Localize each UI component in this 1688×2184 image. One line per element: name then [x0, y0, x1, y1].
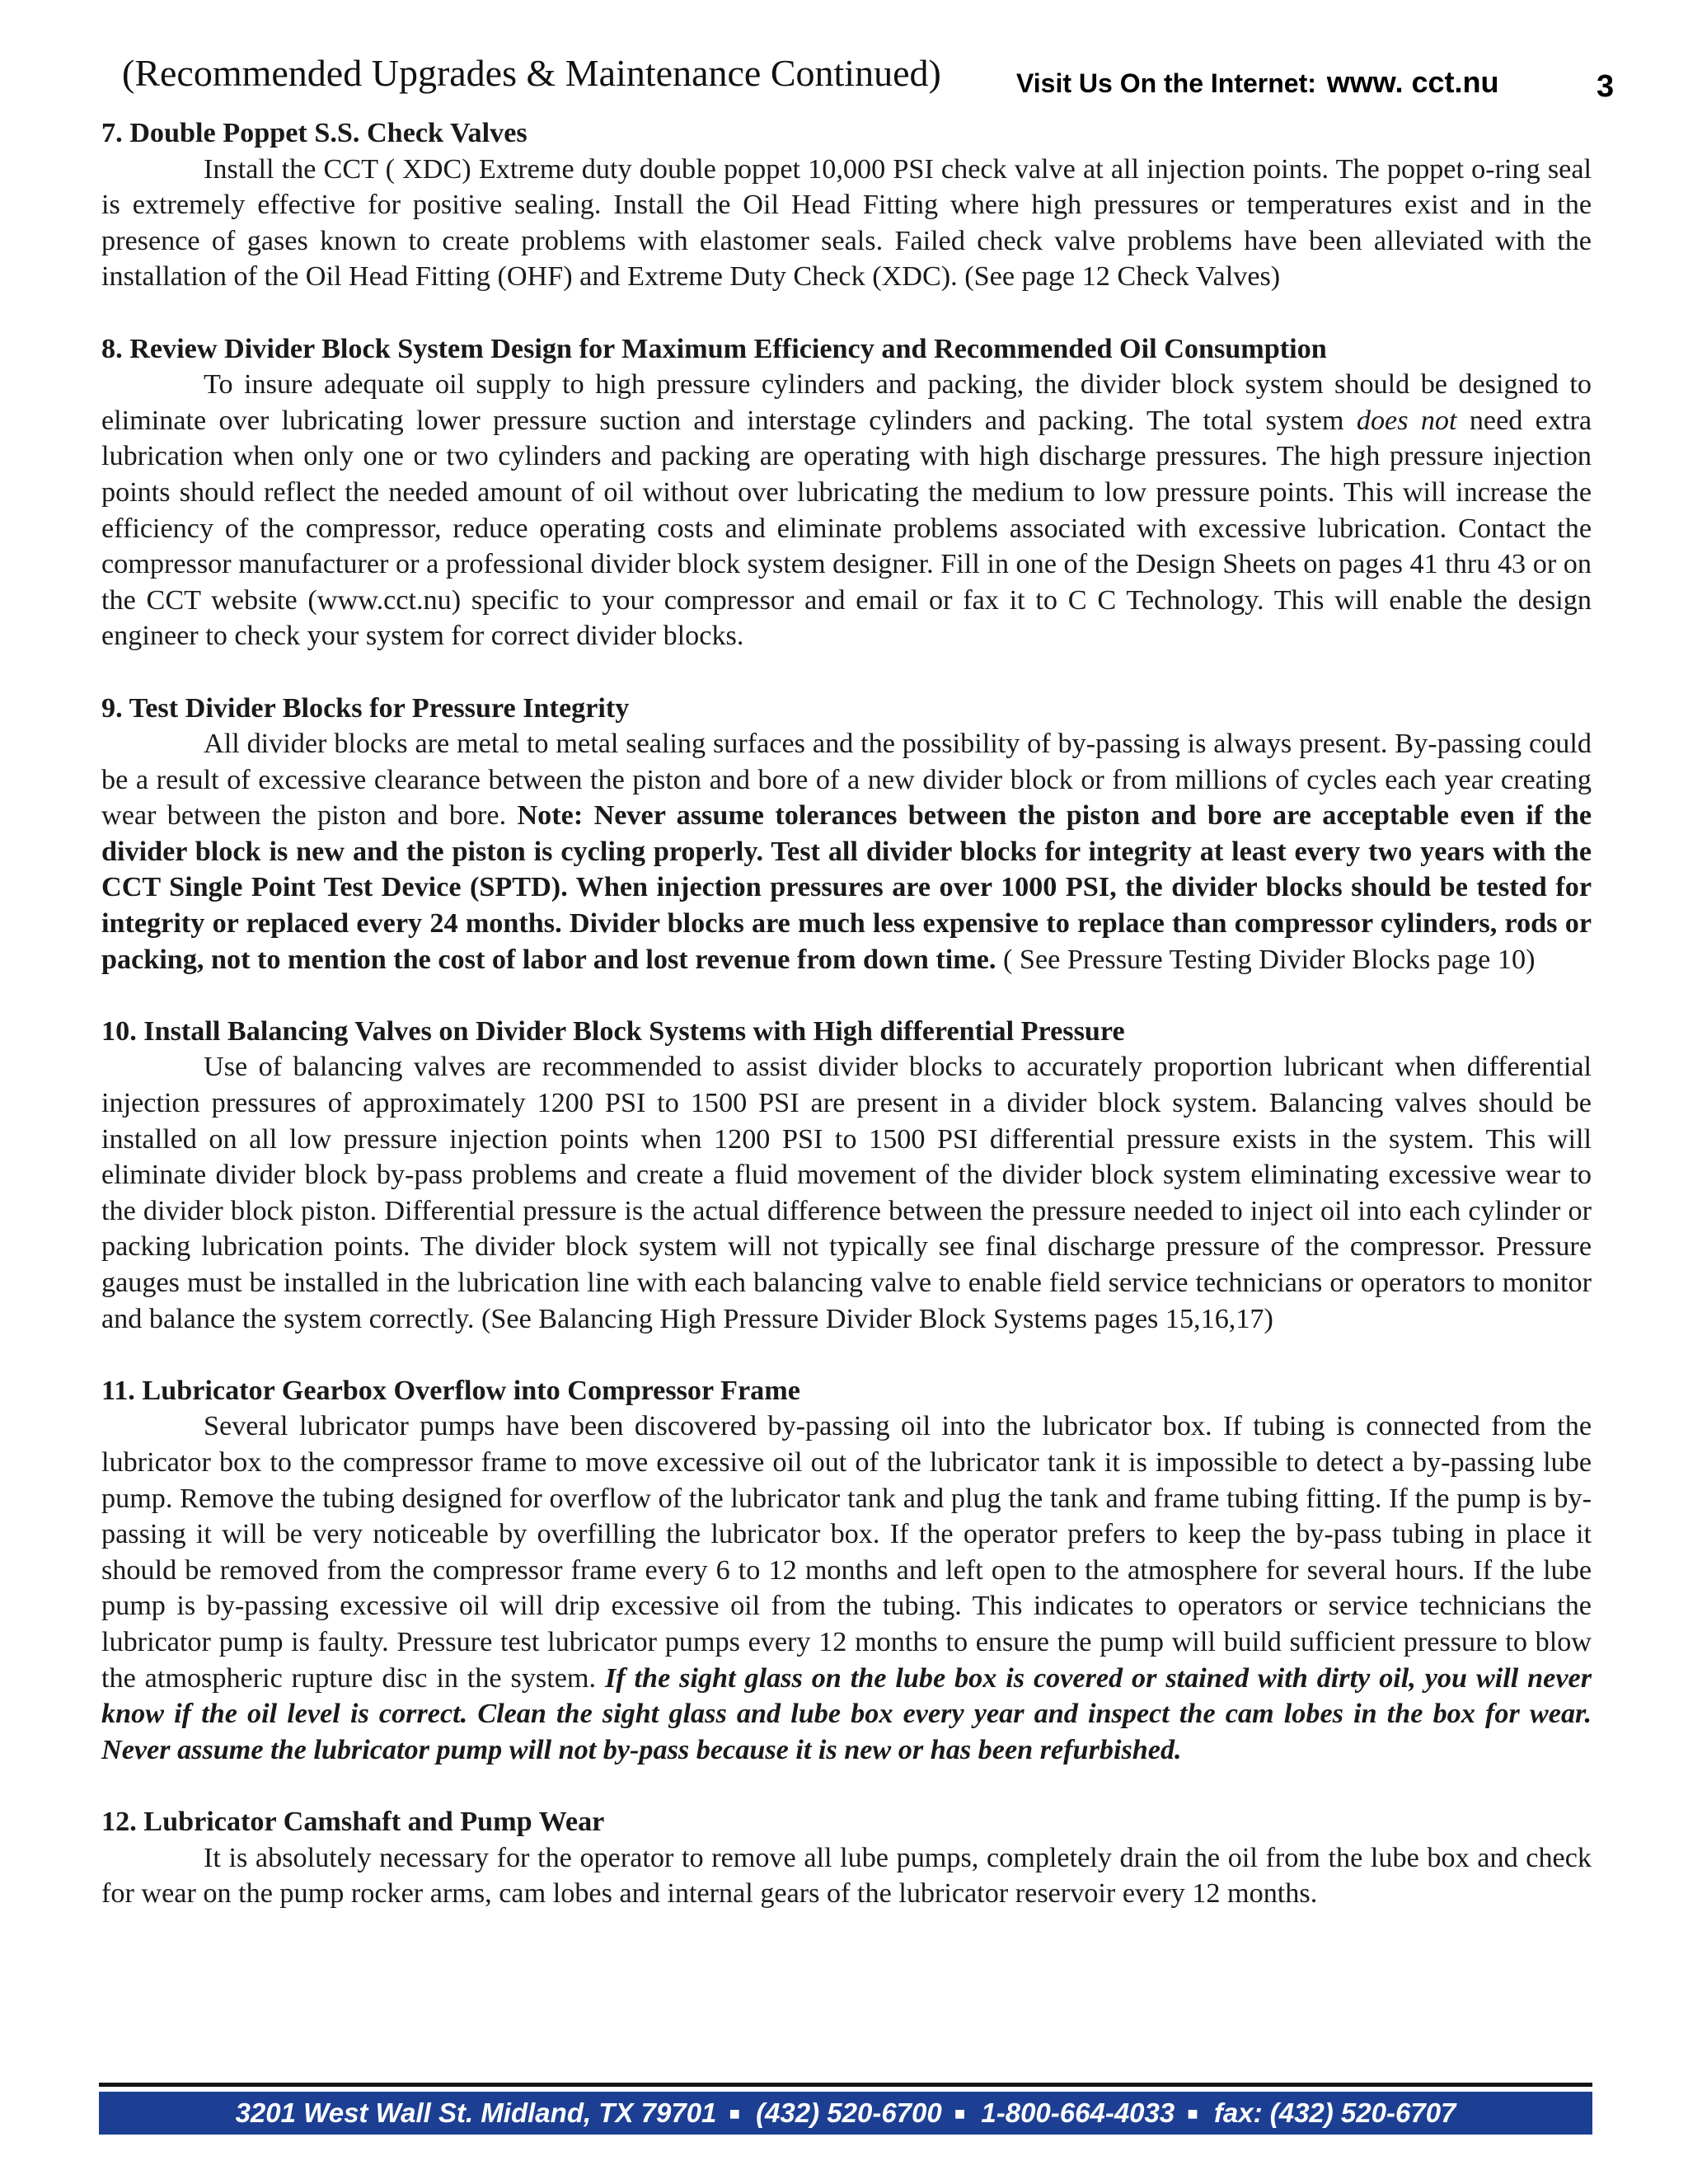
document-body [101, 115, 1592, 1912]
contact-footer [99, 2092, 1592, 2135]
footer-phone: (432) 520-6700 [756, 2097, 942, 2128]
section-heading: 12. Lubricator Camshaft and Pump Wear [101, 1806, 605, 1837]
section-paragraph [101, 1049, 1592, 1337]
section-paragraph [101, 1408, 1592, 1768]
page-header [97, 51, 1617, 101]
note-text: Note: Never assume tolerances between the piston and bore are acceptable even if the divider block is new and the piston is cycling properly. Test all divider blocks for integrity at least every two years with the CCT Single Point Test Device (SPTD). When injection pressures are over 1000 PSI, the divider blocks should be tested for integrity or replaced every 24 months. Divider blocks are much less expensive to replace than compressor cylinders, rods or packing, not to mention the cost of labor and lost revenue from down time. [101, 800, 1592, 975]
section-heading: 9. Test Divider Blocks for Pressure Integrity [101, 692, 630, 724]
warning-text: If the sight glass on the lube box is covered or stained with dirty oil, you will never know if the oil level is correct. Clean the sight glass and lube box every year and inspect the cam lobes in the box for wear. Never assume the lubricator pump will not by-pass because it is new or has been refurbished. [101, 1662, 1592, 1765]
paragraph-text: To insure adequate oil supply to high pressure cylinders and packing, the divider block system should be designed to eliminate over lubricating lower pressure suction and interstage cylinders and packing. The total system [101, 369, 1592, 436]
section-balancing-valves [101, 1014, 1592, 1337]
section-heading: 10. Install Balancing Valves on Divider Block Systems with High differential Pressure [101, 1015, 1125, 1047]
section-heading: 11. Lubricator Gearbox Overflow into Compressor Frame [101, 1375, 800, 1406]
website-notice [1016, 65, 1498, 100]
paragraph-text: All divider blocks are metal to metal sealing surfaces and the possibility of by-passing is always present. By-passing could be a result of excessive clearance between the piston and bore of a new divider block or from millions of cycles each year creating wear between the piston and bore. [101, 729, 1592, 832]
footer-fax: fax: (432) 520-6707 [1213, 2097, 1456, 2128]
section-pressure-integrity [101, 691, 1592, 978]
separator-icon: ■ [1187, 2103, 1198, 2124]
website-label: Visit Us On the Internet: [1016, 68, 1316, 98]
section-divider-block-design [101, 331, 1592, 654]
section-paragraph [101, 152, 1592, 295]
separator-icon: ■ [729, 2103, 740, 2124]
section-heading: 7. Double Poppet S.S. Check Valves [101, 118, 528, 148]
paragraph-text: It is absolutely necessary for the operator to remove all lube pumps, completely drain the oil from the lube box and check for wear on the pump rocker arms, cam lobes and internal gears of the lubricator reservoir every 12 months. [101, 1842, 1592, 1910]
separator-icon: ■ [954, 2103, 966, 2124]
footer-tollfree: 1-800-664-4033 [981, 2097, 1175, 2128]
footer-divider [99, 2083, 1592, 2087]
paragraph-text: Install the CCT ( XDC) Extreme duty double poppet 10,000 PSI check valve at all injection points. The poppet o-ring seal is extremely effective for positive sealing. Install the Oil Head Fitting where high pressures or temperatures exist and in the presence of gases known to create problems with elastomer seals. Failed check valve problems have been alleviated with the installation of the Oil Head Fitting (OHF) and Extreme Duty Check (XDC). (See page 12 Check Valves) [101, 153, 1592, 293]
section-paragraph [101, 726, 1592, 977]
section-heading: 8. Review Divider Block System Design for Maximum Efficiency and Recommended Oil Consumption [101, 333, 1327, 364]
paragraph-text: Use of balancing valves are recommended to assist divider blocks to accurately proportion lubricant when differential injection pressures of approximately 1200 PSI to 1500 PSI are present in a divider block system. Balancing valves should be installed on all low pressure injection points when 1200 PSI to 1500 PSI differential pressure exists in the system. This will eliminate divider block by-pass problems and create a fluid movement of the divider block system eliminating excessive wear to the divider block piston. Differential pressure is the actual difference between the pressure needed to inject oil into each cylinder or packing lubrication points. The divider block system will not typically see final discharge pressure of the compressor. Pressure gauges must be installed in the lubrication line with each balancing valve to enable field service technicians or operators to monitor and balance the system correctly. (See Balancing High Pressure Divider Block Systems pages 15,16,17) [101, 1052, 1592, 1334]
website-url[interactable]: www. cct.nu [1326, 65, 1499, 99]
footer-address: 3201 West Wall St. Midland, TX 79701 [235, 2097, 717, 2128]
paragraph-text: need extra lubrication when only one or two cylinders and packing are operating with high discharge pressures. The high pressure injection points should reflect the needed amount of oil without over lubricating the medium to low pressure points. This will increase the efficiency of the compressor, reduce operating costs and eliminate problems associated with excessive lubrication. Contact the compressor manufacturer or a professional divider block system designer. Fill in one of the Design Sheets on pages 41 thru 43 or on the CCT website (www.cct.nu) specific to your compressor and email or fax it to C C Technology. This will enable the design engineer to check your system for correct divider blocks. [101, 405, 1592, 652]
section-check-valves [101, 115, 1592, 295]
section-camshaft-wear [101, 1804, 1592, 1912]
reference-text: ( See Pressure Testing Divider Blocks page 10) [1003, 944, 1536, 975]
emphasis-text: does not [1356, 405, 1457, 436]
section-gearbox-overflow [101, 1373, 1592, 1769]
page-title: (Recommended Upgrades & Maintenance Continued) [122, 52, 941, 94]
paragraph-text: Several lubricator pumps have been discovered by-passing oil into the lubricator box. If tubing is connected from the lubricator box to the compressor frame to move excessive oil out of the lubricator tank it is impossible to detect a by-passing lube pump. Remove the tubing designed for overflow of the lubricator tank and plug the tank and frame tubing fitting. If the pump is by-passing it will be very noticeable by overfilling the lubricator box. If the operator prefers to keep the by-pass tubing in place it should be removed from the compressor frame every 6 to 12 months and left open to the atmosphere for several hours. If the lube pump is by-passing excessive oil will drip excessive oil from the tubing. This indicates to operators or service technicians the lubricator pump is faulty. Pressure test lubricator pumps every 12 months to ensure the pump will build sufficient pressure to blow the atmospheric rupture disc in the system. [101, 1411, 1592, 1694]
page-number: 3 [1597, 69, 1615, 104]
section-paragraph [101, 1840, 1592, 1912]
section-paragraph [101, 367, 1592, 654]
